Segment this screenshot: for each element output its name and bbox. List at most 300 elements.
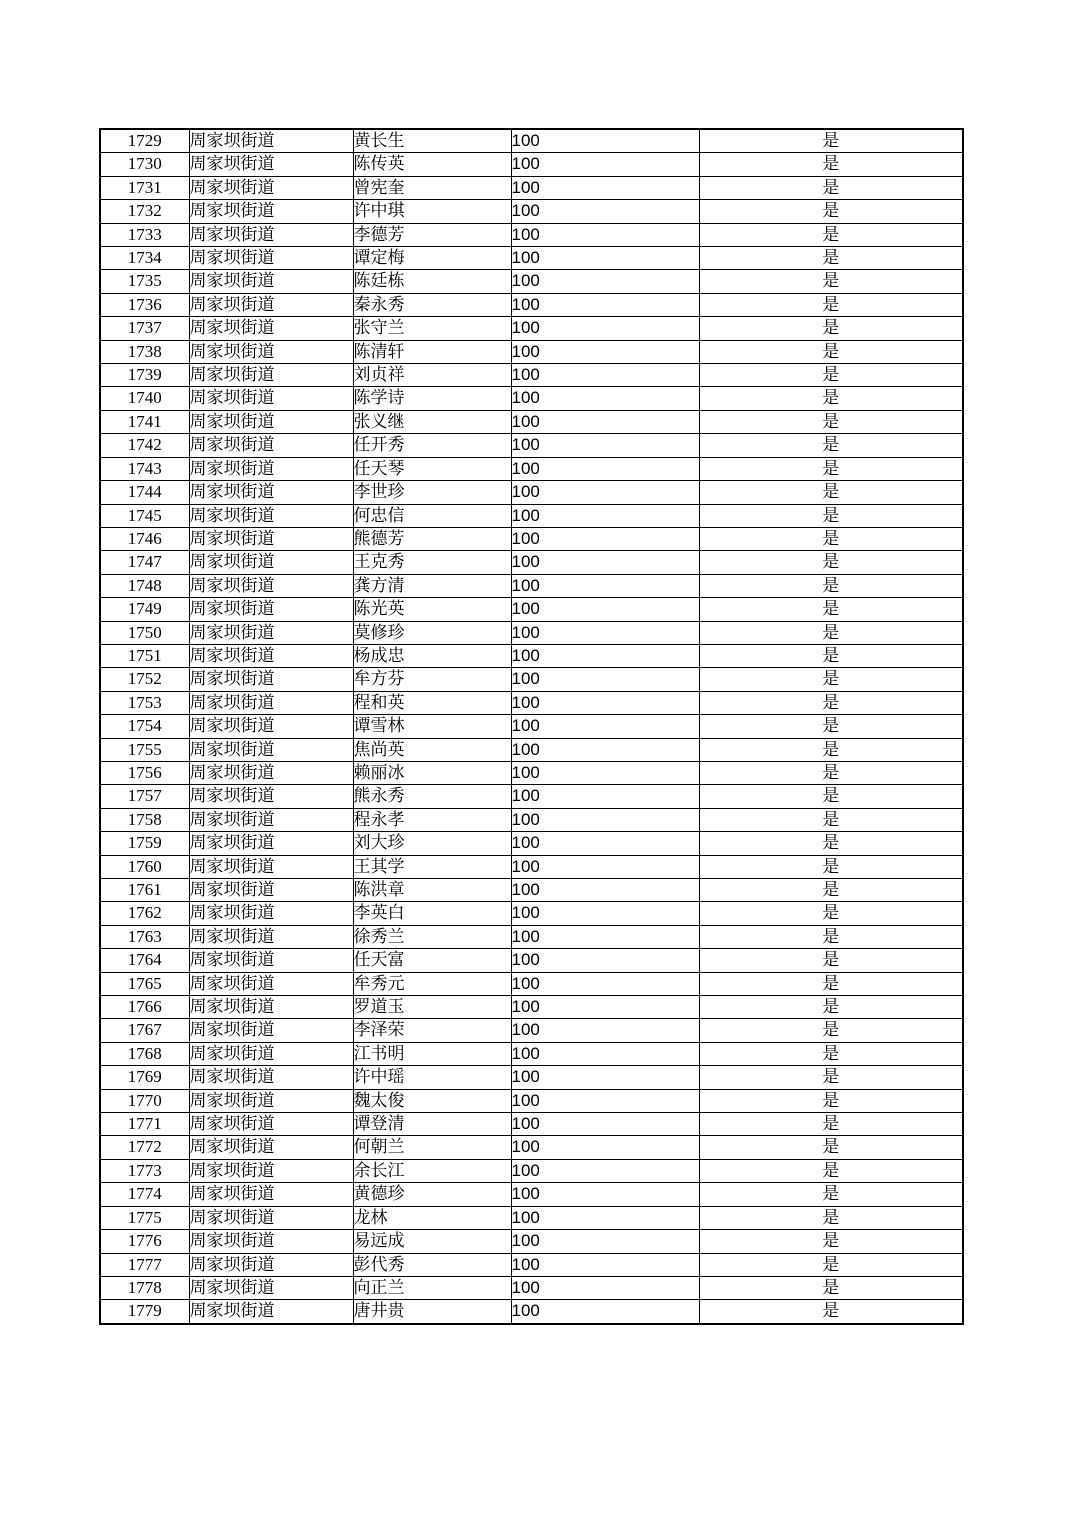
cell-name: 任天琴 [353,457,511,480]
cell-index: 1751 [100,644,189,667]
cell-flag: 是 [699,527,963,550]
cell-index: 1762 [100,902,189,925]
cell-flag: 是 [699,1253,963,1276]
cell-name: 陈传英 [353,153,511,176]
table-row [100,1276,963,1299]
table-row [100,270,963,293]
cell-name: 陈清轩 [353,340,511,363]
table-row [100,785,963,808]
table-row [100,949,963,972]
cell-flag: 是 [699,457,963,480]
cell-flag: 是 [699,785,963,808]
cell-score: 100 [511,223,699,246]
cell-index: 1775 [100,1206,189,1229]
cell-score: 100 [511,1230,699,1253]
cell-score: 100 [511,668,699,691]
cell-street: 周家坝街道 [189,598,353,621]
cell-index: 1745 [100,504,189,527]
cell-street: 周家坝街道 [189,808,353,831]
table-row [100,808,963,831]
cell-flag: 是 [699,574,963,597]
table-row [100,668,963,691]
cell-name: 龚方清 [353,574,511,597]
cell-street: 周家坝街道 [189,1253,353,1276]
cell-name: 何忠信 [353,504,511,527]
cell-street: 周家坝街道 [189,1042,353,1065]
cell-index: 1774 [100,1183,189,1206]
cell-score: 100 [511,1206,699,1229]
cell-name: 向正兰 [353,1276,511,1299]
cell-index: 1734 [100,247,189,270]
cell-score: 100 [511,1019,699,1042]
cell-score: 100 [511,1042,699,1065]
cell-index: 1749 [100,598,189,621]
cell-flag: 是 [699,902,963,925]
cell-score: 100 [511,879,699,902]
cell-street: 周家坝街道 [189,691,353,714]
cell-index: 1763 [100,925,189,948]
table-row [100,1159,963,1182]
cell-name: 熊永秀 [353,785,511,808]
cell-score: 100 [511,340,699,363]
cell-flag: 是 [699,270,963,293]
cell-index: 1777 [100,1253,189,1276]
cell-flag: 是 [699,364,963,387]
table-row [100,1300,963,1324]
cell-index: 1740 [100,387,189,410]
cell-score: 100 [511,1136,699,1159]
cell-street: 周家坝街道 [189,1183,353,1206]
cell-index: 1772 [100,1136,189,1159]
cell-street: 周家坝街道 [189,247,353,270]
cell-name: 陈廷栋 [353,270,511,293]
table-row [100,1136,963,1159]
cell-name: 赖丽冰 [353,761,511,784]
table-row [100,1183,963,1206]
cell-street: 周家坝街道 [189,621,353,644]
table-row [100,223,963,246]
cell-score: 100 [511,1183,699,1206]
cell-street: 周家坝街道 [189,1089,353,1112]
cell-index: 1766 [100,996,189,1019]
cell-score: 100 [511,200,699,223]
table-row [100,691,963,714]
cell-index: 1765 [100,972,189,995]
table-row [100,176,963,199]
table-row [100,434,963,457]
cell-street: 周家坝街道 [189,1159,353,1182]
cell-index: 1764 [100,949,189,972]
cell-flag: 是 [699,668,963,691]
cell-flag: 是 [699,481,963,504]
table-row [100,247,963,270]
cell-street: 周家坝街道 [189,153,353,176]
table-row [100,153,963,176]
cell-street: 周家坝街道 [189,832,353,855]
cell-score: 100 [511,153,699,176]
cell-score: 100 [511,1113,699,1136]
cell-name: 莫修珍 [353,621,511,644]
cell-street: 周家坝街道 [189,1206,353,1229]
table-row [100,340,963,363]
cell-street: 周家坝街道 [189,761,353,784]
cell-name: 黄长生 [353,129,511,153]
cell-index: 1754 [100,715,189,738]
cell-index: 1761 [100,879,189,902]
table-row [100,598,963,621]
cell-index: 1771 [100,1113,189,1136]
cell-flag: 是 [699,410,963,433]
cell-flag: 是 [699,1206,963,1229]
cell-flag: 是 [699,247,963,270]
cell-name: 程和英 [353,691,511,714]
cell-score: 100 [511,1089,699,1112]
cell-name: 刘贞祥 [353,364,511,387]
cell-street: 周家坝街道 [189,270,353,293]
cell-score: 100 [511,808,699,831]
cell-street: 周家坝街道 [189,551,353,574]
cell-street: 周家坝街道 [189,902,353,925]
cell-street: 周家坝街道 [189,996,353,1019]
cell-score: 100 [511,832,699,855]
cell-flag: 是 [699,200,963,223]
cell-flag: 是 [699,761,963,784]
table-row [100,293,963,316]
cell-score: 100 [511,317,699,340]
cell-score: 100 [511,1276,699,1299]
cell-index: 1742 [100,434,189,457]
table-row [100,317,963,340]
cell-flag: 是 [699,129,963,153]
cell-name: 刘大珍 [353,832,511,855]
cell-name: 焦尚英 [353,738,511,761]
cell-score: 100 [511,738,699,761]
cell-name: 罗道玉 [353,996,511,1019]
records-table-body [100,129,963,1324]
table-row [100,551,963,574]
cell-name: 曾宪奎 [353,176,511,199]
cell-flag: 是 [699,1042,963,1065]
cell-index: 1736 [100,293,189,316]
cell-index: 1753 [100,691,189,714]
cell-index: 1773 [100,1159,189,1182]
cell-street: 周家坝街道 [189,1066,353,1089]
cell-name: 余长江 [353,1159,511,1182]
cell-street: 周家坝街道 [189,481,353,504]
cell-flag: 是 [699,434,963,457]
cell-index: 1735 [100,270,189,293]
cell-index: 1733 [100,223,189,246]
table-row [100,481,963,504]
cell-score: 100 [511,1159,699,1182]
cell-flag: 是 [699,1136,963,1159]
cell-flag: 是 [699,1230,963,1253]
cell-flag: 是 [699,176,963,199]
cell-index: 1770 [100,1089,189,1112]
cell-name: 徐秀兰 [353,925,511,948]
cell-index: 1741 [100,410,189,433]
cell-name: 牟方芬 [353,668,511,691]
cell-street: 周家坝街道 [189,317,353,340]
cell-score: 100 [511,574,699,597]
cell-flag: 是 [699,879,963,902]
cell-flag: 是 [699,1113,963,1136]
cell-flag: 是 [699,832,963,855]
cell-street: 周家坝街道 [189,668,353,691]
cell-name: 陈洪章 [353,879,511,902]
cell-street: 周家坝街道 [189,527,353,550]
cell-name: 谭登清 [353,1113,511,1136]
cell-index: 1776 [100,1230,189,1253]
cell-flag: 是 [699,644,963,667]
cell-street: 周家坝街道 [189,387,353,410]
cell-street: 周家坝街道 [189,457,353,480]
cell-score: 100 [511,527,699,550]
cell-score: 100 [511,598,699,621]
table-row [100,902,963,925]
cell-flag: 是 [699,996,963,1019]
cell-name: 王克秀 [353,551,511,574]
cell-name: 程永孝 [353,808,511,831]
cell-score: 100 [511,434,699,457]
cell-street: 周家坝街道 [189,1300,353,1324]
cell-street: 周家坝街道 [189,949,353,972]
cell-street: 周家坝街道 [189,925,353,948]
table-row [100,832,963,855]
cell-flag: 是 [699,691,963,714]
cell-flag: 是 [699,808,963,831]
cell-name: 黄德珍 [353,1183,511,1206]
cell-score: 100 [511,1253,699,1276]
cell-score: 100 [511,270,699,293]
table-row [100,1230,963,1253]
cell-score: 100 [511,387,699,410]
cell-name: 王其学 [353,855,511,878]
cell-score: 100 [511,551,699,574]
cell-score: 100 [511,410,699,433]
cell-index: 1739 [100,364,189,387]
cell-name: 熊德芳 [353,527,511,550]
table-row [100,1066,963,1089]
cell-name: 何朝兰 [353,1136,511,1159]
cell-index: 1729 [100,129,189,153]
cell-flag: 是 [699,387,963,410]
cell-score: 100 [511,247,699,270]
cell-street: 周家坝街道 [189,176,353,199]
cell-street: 周家坝街道 [189,1113,353,1136]
table-row [100,387,963,410]
cell-score: 100 [511,1066,699,1089]
cell-name: 唐井贵 [353,1300,511,1324]
cell-street: 周家坝街道 [189,855,353,878]
table-row [100,1253,963,1276]
cell-flag: 是 [699,1019,963,1042]
cell-index: 1744 [100,481,189,504]
table-row [100,1089,963,1112]
cell-index: 1778 [100,1276,189,1299]
table-row [100,855,963,878]
table-row [100,527,963,550]
cell-index: 1750 [100,621,189,644]
cell-score: 100 [511,1300,699,1324]
cell-index: 1759 [100,832,189,855]
cell-flag: 是 [699,925,963,948]
cell-score: 100 [511,457,699,480]
cell-flag: 是 [699,551,963,574]
cell-flag: 是 [699,340,963,363]
cell-name: 许中瑶 [353,1066,511,1089]
cell-index: 1743 [100,457,189,480]
cell-name: 李英白 [353,902,511,925]
cell-flag: 是 [699,153,963,176]
table-row [100,1113,963,1136]
cell-flag: 是 [699,1066,963,1089]
cell-score: 100 [511,691,699,714]
cell-score: 100 [511,644,699,667]
cell-index: 1769 [100,1066,189,1089]
cell-flag: 是 [699,1183,963,1206]
cell-street: 周家坝街道 [189,200,353,223]
table-row [100,972,963,995]
cell-flag: 是 [699,621,963,644]
cell-index: 1760 [100,855,189,878]
cell-score: 100 [511,364,699,387]
cell-index: 1746 [100,527,189,550]
cell-score: 100 [511,972,699,995]
cell-flag: 是 [699,972,963,995]
cell-flag: 是 [699,317,963,340]
cell-index: 1779 [100,1300,189,1324]
cell-flag: 是 [699,223,963,246]
cell-score: 100 [511,129,699,153]
table-row [100,1206,963,1229]
cell-flag: 是 [699,949,963,972]
cell-flag: 是 [699,1089,963,1112]
table-row [100,457,963,480]
cell-name: 牟秀元 [353,972,511,995]
table-row [100,364,963,387]
table-row [100,1042,963,1065]
cell-name: 魏太俊 [353,1089,511,1112]
cell-name: 许中琪 [353,200,511,223]
cell-street: 周家坝街道 [189,340,353,363]
cell-index: 1767 [100,1019,189,1042]
table-row [100,574,963,597]
cell-index: 1747 [100,551,189,574]
cell-name: 江书明 [353,1042,511,1065]
table-row [100,925,963,948]
table-row [100,715,963,738]
cell-score: 100 [511,504,699,527]
cell-street: 周家坝街道 [189,972,353,995]
cell-name: 张义继 [353,410,511,433]
cell-flag: 是 [699,293,963,316]
cell-street: 周家坝街道 [189,410,353,433]
records-table [99,128,964,1325]
cell-name: 张守兰 [353,317,511,340]
cell-index: 1731 [100,176,189,199]
cell-flag: 是 [699,598,963,621]
cell-street: 周家坝街道 [189,1276,353,1299]
cell-name: 李德芳 [353,223,511,246]
cell-street: 周家坝街道 [189,879,353,902]
cell-street: 周家坝街道 [189,504,353,527]
cell-flag: 是 [699,504,963,527]
table-row [100,761,963,784]
cell-score: 100 [511,176,699,199]
table-row [100,644,963,667]
cell-name: 任天富 [353,949,511,972]
cell-index: 1758 [100,808,189,831]
cell-score: 100 [511,902,699,925]
cell-index: 1752 [100,668,189,691]
cell-name: 陈光英 [353,598,511,621]
cell-flag: 是 [699,1276,963,1299]
cell-flag: 是 [699,738,963,761]
cell-score: 100 [511,785,699,808]
cell-name: 易远成 [353,1230,511,1253]
cell-street: 周家坝街道 [189,434,353,457]
cell-street: 周家坝街道 [189,364,353,387]
cell-flag: 是 [699,1300,963,1324]
cell-score: 100 [511,761,699,784]
table-row [100,996,963,1019]
cell-name: 秦永秀 [353,293,511,316]
cell-index: 1757 [100,785,189,808]
cell-score: 100 [511,481,699,504]
cell-name: 谭雪林 [353,715,511,738]
cell-street: 周家坝街道 [189,738,353,761]
cell-flag: 是 [699,715,963,738]
table-row [100,410,963,433]
table-row [100,1019,963,1042]
cell-index: 1732 [100,200,189,223]
cell-flag: 是 [699,1159,963,1182]
table-row [100,879,963,902]
cell-index: 1748 [100,574,189,597]
table-row [100,738,963,761]
cell-name: 任开秀 [353,434,511,457]
table-row [100,200,963,223]
cell-name: 杨成忠 [353,644,511,667]
cell-street: 周家坝街道 [189,644,353,667]
cell-index: 1737 [100,317,189,340]
cell-street: 周家坝街道 [189,1230,353,1253]
cell-street: 周家坝街道 [189,715,353,738]
cell-street: 周家坝街道 [189,293,353,316]
cell-street: 周家坝街道 [189,785,353,808]
cell-score: 100 [511,715,699,738]
cell-street: 周家坝街道 [189,129,353,153]
cell-index: 1738 [100,340,189,363]
cell-score: 100 [511,293,699,316]
cell-score: 100 [511,855,699,878]
cell-score: 100 [511,925,699,948]
cell-name: 彭代秀 [353,1253,511,1276]
cell-name: 陈学诗 [353,387,511,410]
cell-index: 1768 [100,1042,189,1065]
cell-name: 李泽荣 [353,1019,511,1042]
cell-score: 100 [511,996,699,1019]
cell-street: 周家坝街道 [189,1019,353,1042]
cell-flag: 是 [699,855,963,878]
table-row [100,621,963,644]
cell-street: 周家坝街道 [189,223,353,246]
cell-street: 周家坝街道 [189,574,353,597]
cell-name: 龙林 [353,1206,511,1229]
cell-index: 1756 [100,761,189,784]
cell-name: 谭定梅 [353,247,511,270]
